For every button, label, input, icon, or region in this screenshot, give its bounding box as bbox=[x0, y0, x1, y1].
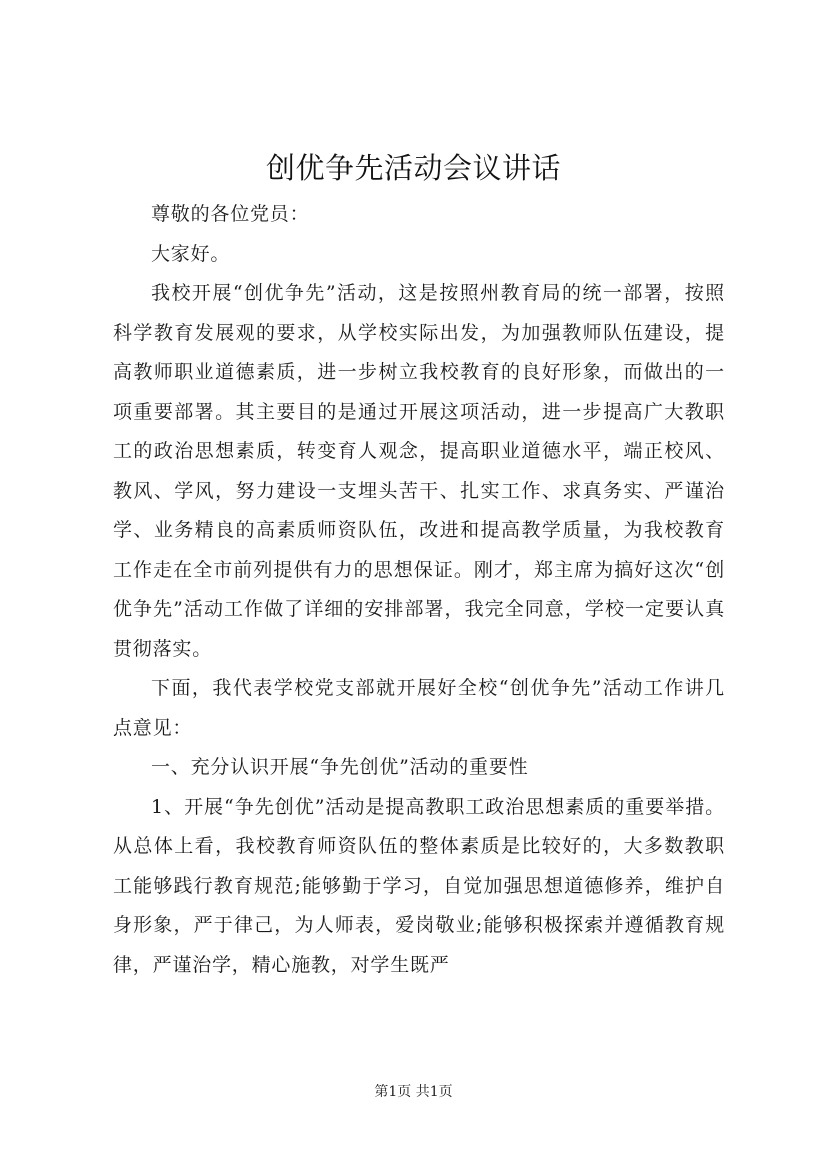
document-title: 创优争先活动会议讲话 bbox=[265, 151, 561, 185]
page-footer: 第1页 共1页 bbox=[374, 1084, 453, 1100]
document-body bbox=[113, 195, 725, 985]
section-heading: 一、充分认识开展“争先创优”活动的重要性 bbox=[151, 756, 529, 778]
intro-paragraph: 我校开展“创优争先”活动，这是按照州教育局的统一部署，按照科学教育发展观的要求，从学校实际出发，为加强教师队伍建设，提高教师职业道德素质，进一步树立我校教育的良好形象，而做出的一项重要部署。其主要目的是通过开展这项活动，进一步提高广大教职工的政治思想素质，转变育人观念，提高职业道德水平，端正校风、教风、学风，努力建设一支埋头苦干、扎实工作、求真务实、严谨治学、业务精良的高素质师资队伍，改进和提高教学质量，为我校教育工作走在全市前列提供有力的思想保证。刚才，郑主席为搞好这次“创优争先”活动工作做了详细的安排部署，我完全同意，学校一定要认真贯彻落实。 bbox=[113, 282, 725, 660]
opinion-paragraph: 下面，我代表学校党支部就开展好全校“创优争先”活动工作讲几点意见： bbox=[113, 677, 725, 739]
salutation-paragraph: 大家好。 bbox=[151, 242, 231, 265]
point-one-paragraph: 1、开展“争先创优”活动是提高教职工政治思想素质的重要举措。从总体上看，我校教育师资队伍的整体素质是比较好的，大多数教职工能够践行教育规范;能够勤于学习，自觉加强思想道德修养，维护自身形象，严于律己，为人师表，爱岗敬业;能够积极探索并遵循教育规律，严谨治学，精心施教，对学生既严 bbox=[113, 795, 725, 976]
greeting-paragraph: 尊敬的各位党员： bbox=[151, 203, 310, 225]
